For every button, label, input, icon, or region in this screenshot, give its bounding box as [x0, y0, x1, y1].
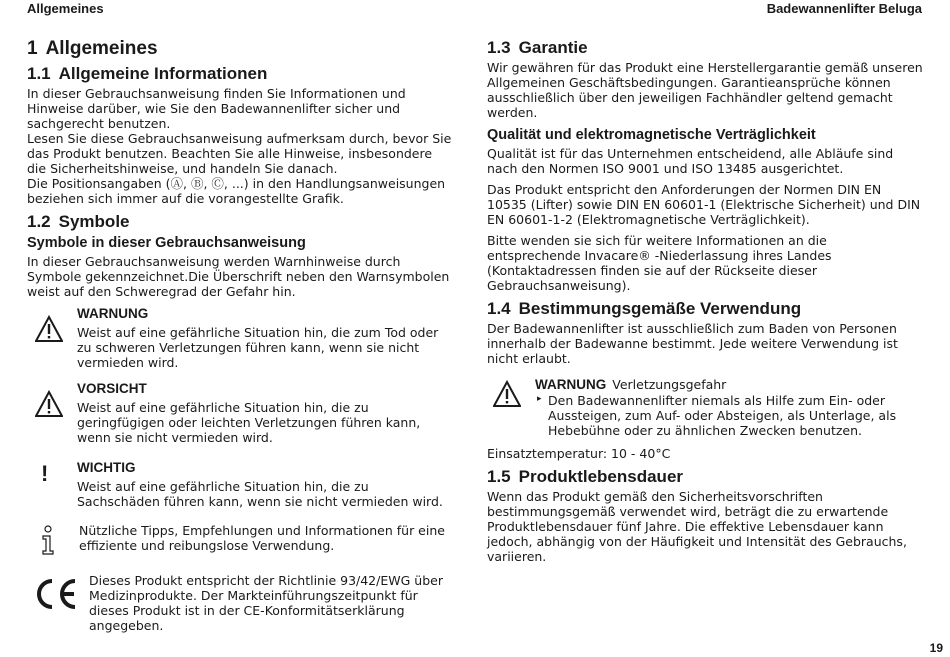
section-number: 1.1: [27, 64, 51, 83]
warning-bullet: [535, 393, 923, 438]
section-1-4-heading: [487, 299, 923, 319]
notice-text: Weist auf eine gefährliche Situation hin, die zum Tod oder zu schweren Verletzungen führen kann, wenn sie nicht vermieden wird.: [77, 325, 439, 370]
section-1-3-heading: [487, 38, 923, 58]
paragraph: In dieser Gebrauchsanweisung werden Warnhinweise durch Symbole gekennzeichnet.Die Überschrift neben den Warnsymbolen weist auf den Schweregrad der Gefahr hin.: [27, 254, 450, 299]
paragraph: Wenn das Produkt gemäß den Sicherheitsvorschriften bestimmungsgemäß verwendet wird, beträgt die zu erwartende Produktlebensdauer fünf Jahre. Die effektive Lebensdauer kann jedoch, abhängig von der Häufigkeit und Intensität des Gebrauchs, variieren.: [487, 489, 907, 564]
paragraph: Wir gewähren für das Produkt eine Herstellergarantie gemäß unseren Allgemeinen Geschäftsbedingungen. Garantieansprüche können ausschließlich über den jeweiligen Fachhändler geltend gemacht werden.: [487, 60, 923, 120]
section-number: 1.3: [487, 38, 511, 57]
exclamation-icon: !: [41, 461, 49, 486]
paragraph: Das Produkt entspricht den Anforderungen der Normen DIN EN 10535 (Lifter) sowie DIN EN 60601-1 (Elektrische Sicherheit) und DIN EN 60601-1-2 (Elektromagnetische Verträglichkeit).: [487, 182, 921, 227]
section-1-5-heading: [487, 467, 923, 487]
section-number: 1.2: [27, 212, 51, 231]
warning-title: WARNUNG: [535, 377, 607, 392]
notice-title: WICHTIG: [77, 460, 136, 475]
section-title: Allgemeine Informationen: [58, 64, 268, 83]
warning-triangle-icon: [493, 380, 521, 408]
paragraph: In dieser Gebrauchsanweisung finden Sie Informationen und Hinweise darüber, wie Sie den Badewannenlifter sicher und sachgerecht benutzen.: [27, 86, 406, 131]
notice-title: VORSICHT: [77, 381, 147, 396]
notice-text: Weist auf eine gefährliche Situation hin, die zu geringfügigen oder leichten Verletzungen führen kann, wenn sie nicht vermieden wird.: [77, 400, 421, 445]
subsection-heading: Symbole in dieser Gebrauchsanweisung: [27, 235, 306, 251]
notice-warnung: [27, 305, 455, 370]
notice-text: Weist auf eine gefährliche Situation hin, die zu Sachschäden führen kann, wenn sie nicht vermieden wird.: [77, 479, 443, 509]
chapter-title: Allgemeines: [45, 38, 158, 59]
paragraph: Lesen Sie diese Gebrauchsanweisung aufmerksam durch, bevor Sie das Produkt benutzen. Beachten Sie alle Hinweise, insbesondere die Sicherheitshinweise, und handeln Sie danach.: [27, 131, 452, 176]
section-title: Garantie: [518, 38, 588, 57]
running-header-right: Badewannenlifter Beluga: [766, 1, 922, 16]
section-number: 1.5: [487, 467, 511, 486]
warning-box: [487, 376, 923, 438]
section-number: 1.4: [487, 299, 511, 318]
section-title: Symbole: [58, 212, 130, 231]
ce-text: Dieses Produkt entspricht der Richtlinie 93/42/EWG über Medizinprodukte. Der Markteinführungszeitpunkt für dieses Produkt ist in der CE-Konformitätserklärung angegeben.: [89, 573, 443, 633]
notice-title: WARNUNG: [77, 306, 149, 321]
paragraph: Der Badewannenlifter ist ausschließlich zum Baden von Personen innerhalb der Badewanne bestimmt. Jede weitere Verwendung ist nicht erlaubt.: [487, 321, 898, 366]
section-1-2-heading: [27, 212, 455, 232]
paragraph: Die Positionsangaben (Ⓐ, Ⓑ, Ⓒ, ...) in den Handlungsanweisungen beziehen sich immer auf die vorangestellte Grafik.: [27, 176, 446, 206]
ce-notice: [27, 573, 455, 633]
warning-triangle-icon: [35, 315, 63, 343]
temperature-text: Einsatztemperatur: 10 - 40°C: [487, 446, 671, 461]
section-title: Bestimmungsgemäße Verwendung: [518, 299, 802, 318]
ce-mark-icon: [32, 577, 78, 611]
warning-subtitle: Verletzungsgefahr: [612, 377, 727, 392]
warning-heading: [535, 376, 923, 393]
tip-text: Nützliche Tipps, Empfehlungen und Informationen für eine effiziente und reibungslose Verwendung.: [79, 523, 445, 553]
page-number: 19: [929, 641, 943, 655]
paragraph: Qualität ist für das Unternehmen entscheidend, alle Abläufe sind nach den Normen ISO 9001 und ISO 13485 ausgerichtet.: [487, 146, 894, 176]
section-1-1-heading: [27, 64, 455, 84]
left-column: [27, 38, 455, 633]
info-icon: [39, 525, 57, 555]
right-column: [487, 38, 923, 564]
tip-note: [27, 523, 455, 553]
chapter-heading: [27, 38, 455, 60]
warning-bullet-text: Den Badewannenlifter niemals als Hilfe zum Ein- oder Aussteigen, zum Auf- oder Absteigen, als Unterlage, als Hebebühne oder zu ähnlichen Zwecken benutzen.: [548, 393, 897, 438]
chapter-number: 1: [27, 38, 38, 59]
notice-vorsicht: [27, 380, 455, 445]
subsection-heading: Qualität und elektromagnetische Verträglichkeit: [487, 127, 816, 143]
caution-triangle-icon: [35, 390, 63, 418]
bullet-arrow-icon: ▸: [537, 394, 542, 404]
running-header-left: Allgemeines: [27, 1, 104, 16]
paragraph: Bitte wenden sie sich für weitere Informationen an die entsprechende Invacare® -Niederlassung ihres Landes (Kontaktadressen finden sie auf der Rückseite dieser Gebrauchsanweisung).: [487, 233, 832, 293]
section-title: Produktlebensdauer: [518, 467, 684, 486]
notice-wichtig: [27, 459, 455, 509]
